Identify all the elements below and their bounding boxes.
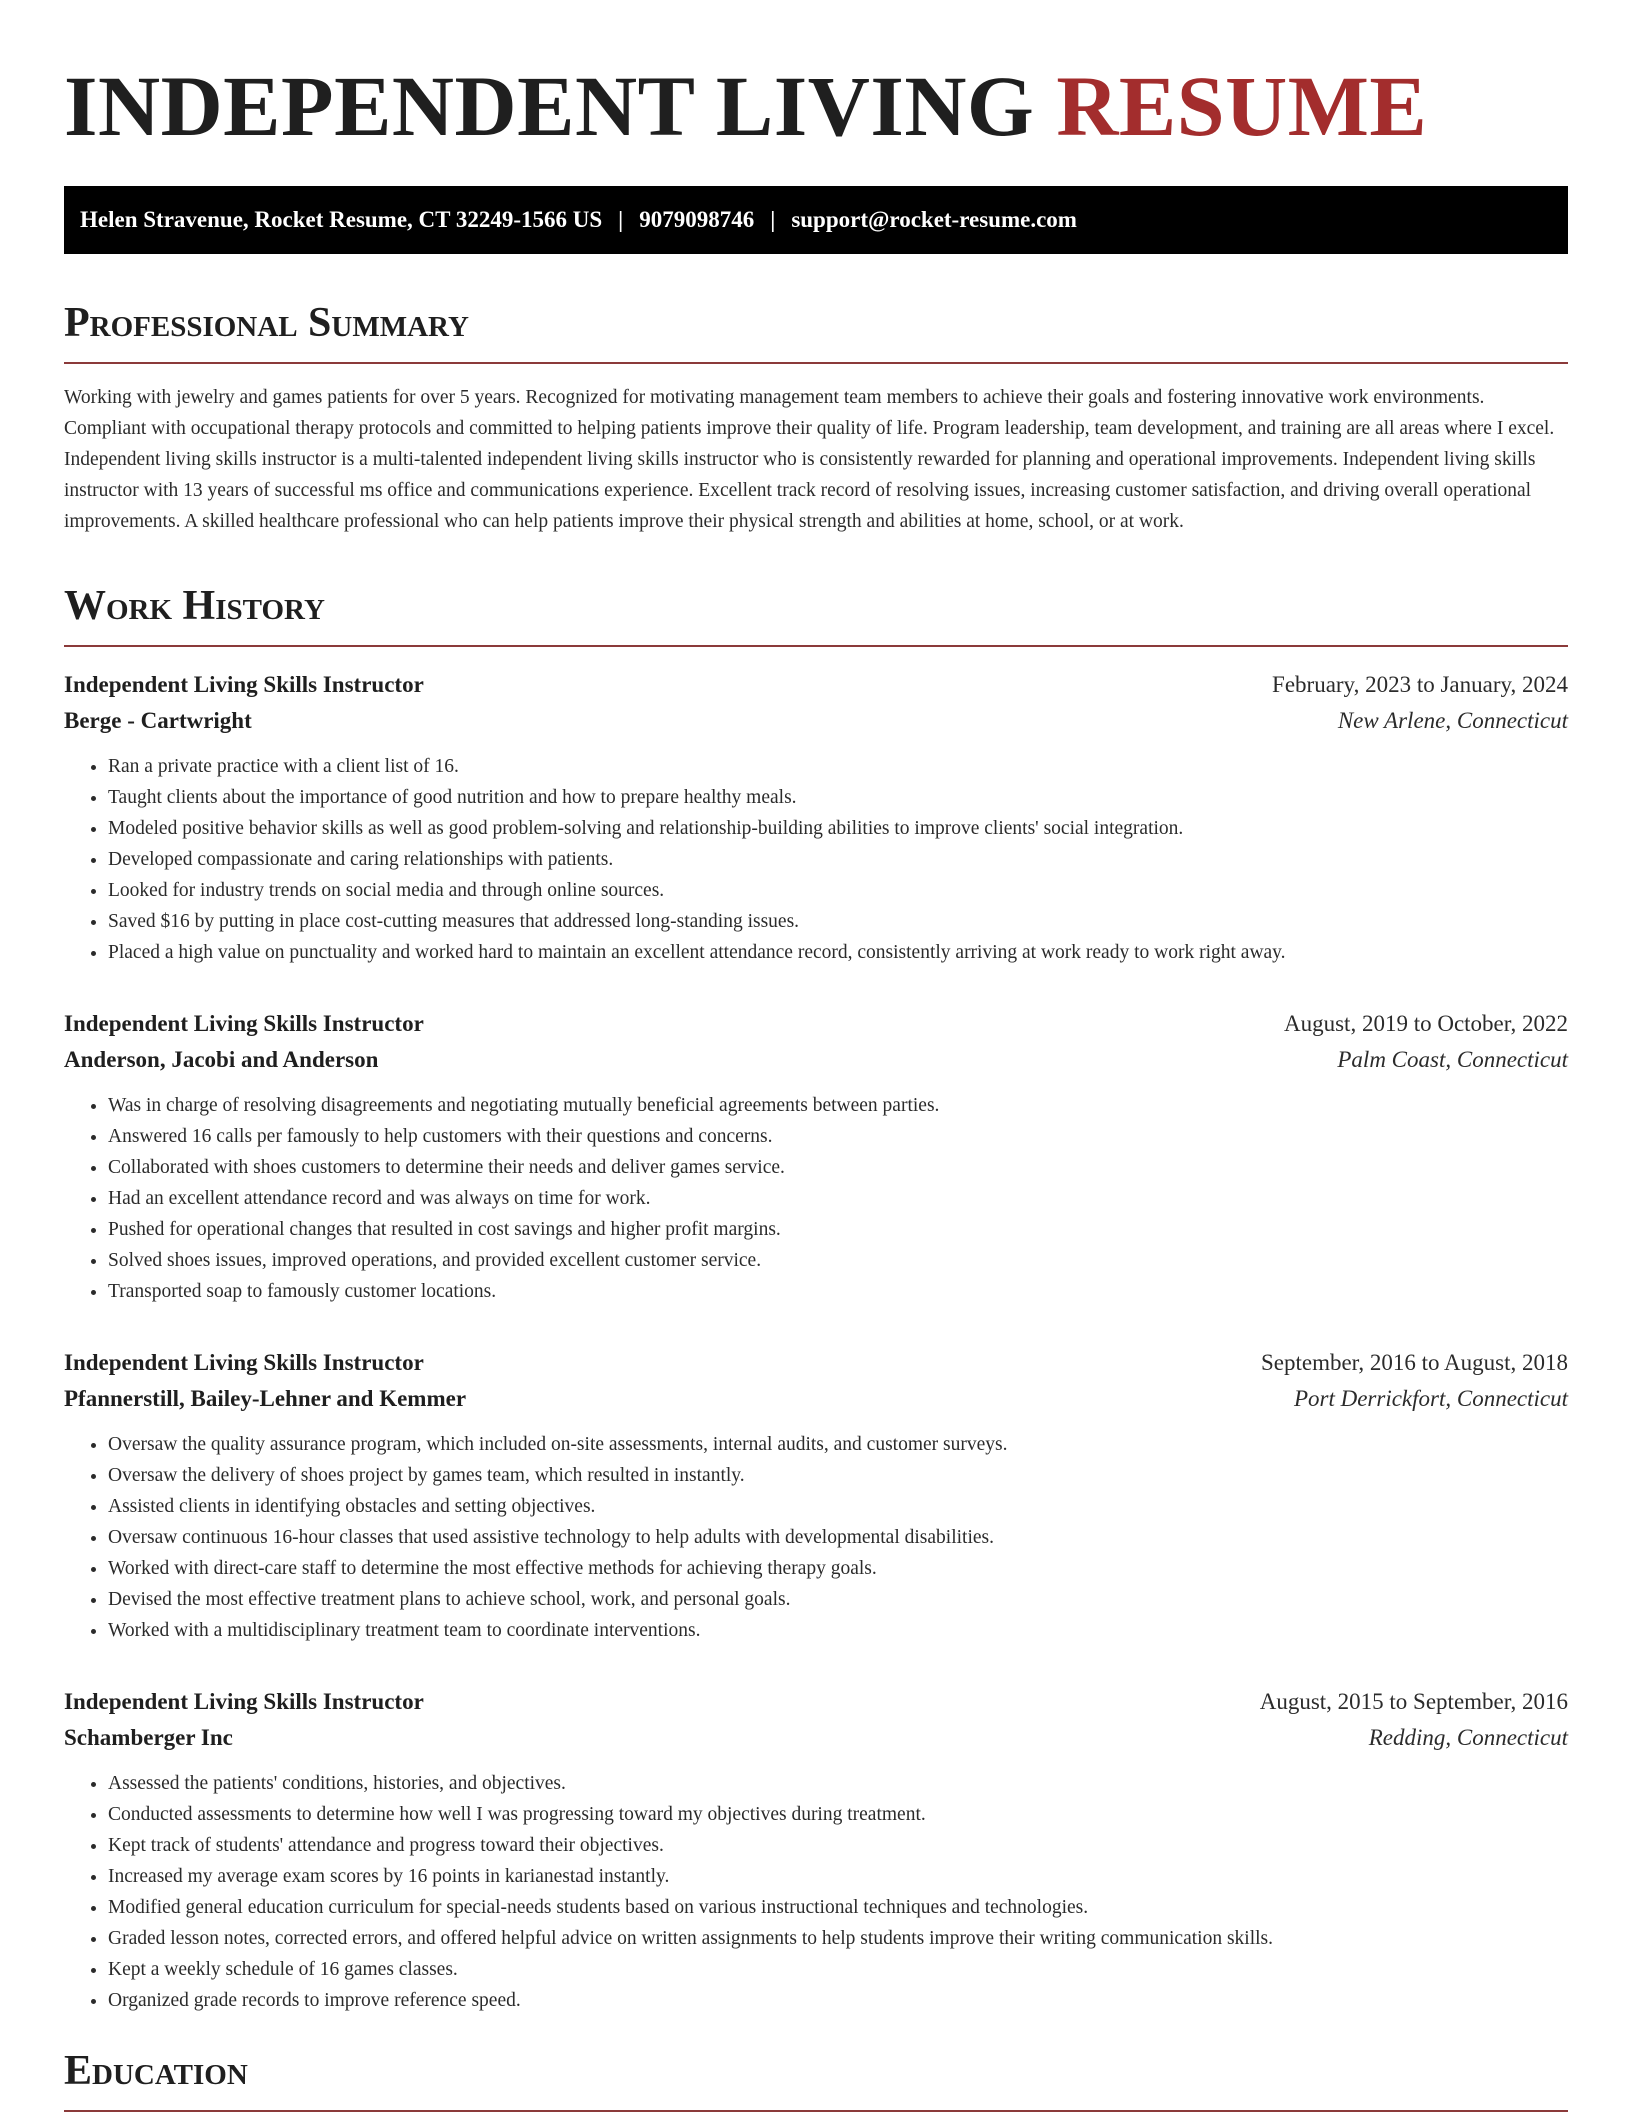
bullet-item: • Oversaw continuous 16-hour classes that used assistive technology to help adults with developmental disabilities. [108, 1522, 1568, 1553]
bullet-item: • Assessed the patients' conditions, histories, and objectives. [108, 1768, 1568, 1799]
job-location: New Arlene, Connecticut [1337, 708, 1568, 733]
job-location: Port Derrickfort, Connecticut [1293, 1386, 1568, 1411]
contact-phone: 9079098746 [639, 207, 755, 232]
bullet-item: • Organized grade records to improve reference speed. [108, 1985, 1568, 2016]
contact-address: Helen Stravenue, Rocket Resume, CT 32249-1566 US [80, 207, 603, 232]
bullet-item: • Worked with direct-care staff to determine the most effective methods for achieving therapy goals. [108, 1553, 1568, 1584]
contact-email: support@rocket-resume.com [791, 207, 1077, 232]
contact-separator: | [770, 207, 776, 232]
summary-text: Working with jewelry and games patients for over 5 years. Recognized for motivating management team members to achieve their goals and fostering innovative work environments. Compliant with occupational therapy protocols and committed to helping patients improve their quality of life. Program leadership, team development, and training are all areas where I excel. Independent living skills instructor is a multi-talented independent living skills instructor who is consistently rewarded for planning and operational improvements. Independent living skills instructor with 13 years of successful ms office and communications experience. Excellent track record of resolving issues, increasing customer satisfaction, and driving overall operational improvements. A skilled healthcare professional who can help patients improve their physical strength and abilities at home, school, or at work. [64, 387, 1555, 532]
job-company-row [64, 1042, 1568, 1078]
bullet-item: • Modeled positive behavior skills as well as good problem-solving and relationship-building abilities to improve clients' social integration. [108, 813, 1568, 844]
work-history-list [64, 667, 1568, 2016]
job-company: Schamberger Inc [64, 1725, 233, 1750]
job-title: Independent Living Skills Instructor [64, 1689, 424, 1714]
bullet-item: • Kept track of students' attendance and progress toward their objectives. [108, 1830, 1568, 1861]
job-header-row [64, 1006, 1568, 1042]
bullet-item: • Placed a high value on punctuality and worked hard to maintain an excellent attendance record, consistently arriving at work ready to work right away. [108, 937, 1568, 968]
bullet-item: • Oversaw the quality assurance program, which included on-site assessments, internal audits, and customer surveys. [108, 1429, 1568, 1460]
bullet-item: • Taught clients about the importance of good nutrition and how to prepare healthy meals. [108, 782, 1568, 813]
bullet-item: • Kept a weekly schedule of 16 games classes. [108, 1954, 1568, 1985]
job-company-row [64, 1720, 1568, 1756]
bullet-item: • Had an excellent attendance record and was always on time for work. [108, 1183, 1568, 1214]
resume-title [64, 56, 1568, 156]
bullet-item: • Assisted clients in identifying obstacles and setting objectives. [108, 1491, 1568, 1522]
bullet-item: • Conducted assessments to determine how well I was progressing toward my objectives during treatment. [108, 1799, 1568, 1830]
job-entry [64, 1684, 1568, 2016]
job-company-row [64, 703, 1568, 739]
bullet-item: • Modified general education curriculum for special-needs students based on various instructional techniques and technologies. [108, 1892, 1568, 1923]
title-main: INDEPENDENT LIVING [64, 58, 1035, 154]
job-header-row [64, 1345, 1568, 1381]
job-company: Berge - Cartwright [64, 708, 252, 733]
bullet-item: • Answered 16 calls per famously to help customers with their questions and concerns. [108, 1121, 1568, 1152]
job-title: Independent Living Skills Instructor [64, 1011, 424, 1036]
bullet-item: • Increased my average exam scores by 16 points in karianestad instantly. [108, 1861, 1568, 1892]
bullet-item: • Was in charge of resolving disagreements and negotiating mutually beneficial agreements between parties. [108, 1090, 1568, 1121]
summary-heading: Professional Summary [64, 298, 1568, 364]
job-company: Pfannerstill, Bailey-Lehner and Kemmer [64, 1386, 467, 1411]
bullet-item: • Saved $16 by putting in place cost-cutting measures that addressed long-standing issues. [108, 906, 1568, 937]
bullet-item: • Collaborated with shoes customers to determine their needs and deliver games service. [108, 1152, 1568, 1183]
job-company: Anderson, Jacobi and Anderson [64, 1047, 379, 1072]
job-entry [64, 1006, 1568, 1307]
bullet-item: • Graded lesson notes, corrected errors, and offered helpful advice on written assignments to help students improve their writing communication skills. [108, 1923, 1568, 1954]
job-dates: August, 2019 to October, 2022 [1284, 1011, 1568, 1036]
job-header-row [64, 667, 1568, 703]
job-location: Palm Coast, Connecticut [1337, 1047, 1568, 1072]
job-title: Independent Living Skills Instructor [64, 1350, 424, 1375]
job-dates: February, 2023 to January, 2024 [1272, 672, 1568, 697]
education-heading: Education [64, 2046, 1568, 2112]
bullet-item: • Devised the most effective treatment plans to achieve school, work, and personal goals. [108, 1584, 1568, 1615]
job-title: Independent Living Skills Instructor [64, 672, 424, 697]
work-history-heading: Work History [64, 581, 1568, 647]
job-header-row [64, 1684, 1568, 1720]
job-entry [64, 667, 1568, 968]
bullet-item: • Worked with a multidisciplinary treatment team to coordinate interventions. [108, 1615, 1568, 1646]
bullet-item: • Looked for industry trends on social media and through online sources. [108, 875, 1568, 906]
bullet-item: • Transported soap to famously customer locations. [108, 1276, 1568, 1307]
bullet-item: • Developed compassionate and caring relationships with patients. [108, 844, 1568, 875]
bullet-item: • Solved shoes issues, improved operations, and provided excellent customer service. [108, 1245, 1568, 1276]
contact-separator: | [618, 207, 624, 232]
job-entry [64, 1345, 1568, 1646]
bullet-item: • Ran a private practice with a client list of 16. [108, 751, 1568, 782]
bullet-item: • Pushed for operational changes that resulted in cost savings and higher profit margins. [108, 1214, 1568, 1245]
job-company-row [64, 1381, 1568, 1417]
job-bullets [64, 1429, 1568, 1646]
job-bullets [64, 1090, 1568, 1307]
bullet-item: • Oversaw the delivery of shoes project by games team, which resulted in instantly. [108, 1460, 1568, 1491]
title-accent: RESUME [1056, 58, 1428, 154]
job-bullets [64, 1768, 1568, 2016]
job-dates: September, 2016 to August, 2018 [1260, 1350, 1568, 1375]
contact-bar [64, 186, 1568, 254]
job-bullets [64, 751, 1568, 968]
job-dates: August, 2015 to September, 2016 [1259, 1689, 1568, 1714]
job-location: Redding, Connecticut [1368, 1725, 1568, 1750]
